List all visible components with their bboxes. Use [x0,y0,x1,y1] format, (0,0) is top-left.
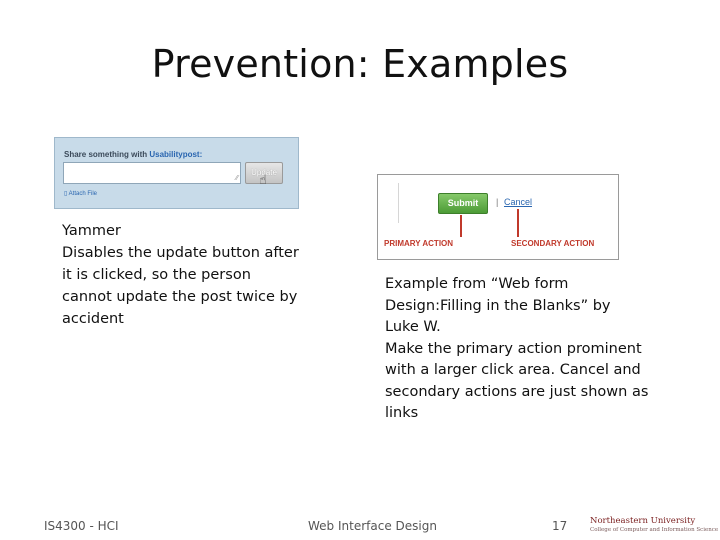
yammer-post-input [63,162,241,184]
secondary-pointer-line [517,209,519,237]
lukew-description [385,274,660,425]
yammer-brand: Usabilitypost: [149,150,203,159]
lukew-line: with a larger click area. Cancel and [385,362,641,378]
paperclip-icon: ▯ [64,191,68,197]
lukew-line: secondary actions are just shown as [385,383,649,400]
secondary-action-label: SECONDARY ACTION [511,239,595,248]
submit-button: Submit [438,193,488,214]
page-number: 17 [552,519,568,533]
yammer-share-label: Share something with [64,150,148,159]
yammer-description [62,220,310,330]
footer-topic: Web Interface Design [308,519,437,533]
divider [398,183,399,223]
yammer-screenshot [54,137,299,209]
logo-line-2: College of Computer and Information Science [590,527,719,533]
logo-line-1: Northeastern University [590,516,696,526]
footer-course: IS4300 - HCI [44,519,119,533]
yammer-attach-link [64,190,97,197]
yammer-line: cannot update the post twice by [62,289,298,305]
lukew-line: Luke W. [385,319,441,335]
hand-cursor-icon: ☝ [259,173,267,188]
attach-label: Attach File [68,191,98,197]
yammer-line: it is clicked, so the person [62,267,251,283]
university-logo [590,516,719,537]
yammer-line: Disables the update button after [62,245,299,261]
primary-action-label: PRIMARY ACTION [384,239,454,248]
resize-grip-icon: ⁄⁄ [235,174,238,182]
lukew-line: links [385,405,419,421]
slide-title: Prevention: Examples [151,42,569,86]
lukew-screenshot [377,174,619,260]
yammer-line: Yammer [62,223,121,239]
yammer-update-button: Update [245,162,283,184]
yammer-share-heading [64,150,202,159]
primary-pointer-line [460,215,462,237]
lukew-line: Design:Filling in the Blanks” by [385,297,611,314]
lukew-line: Example from “Web form [385,276,569,292]
yammer-line: accident [62,311,124,327]
separator: | [496,197,499,207]
lukew-line: Make the primary action prominent [385,340,642,357]
cancel-link: Cancel [504,197,533,207]
